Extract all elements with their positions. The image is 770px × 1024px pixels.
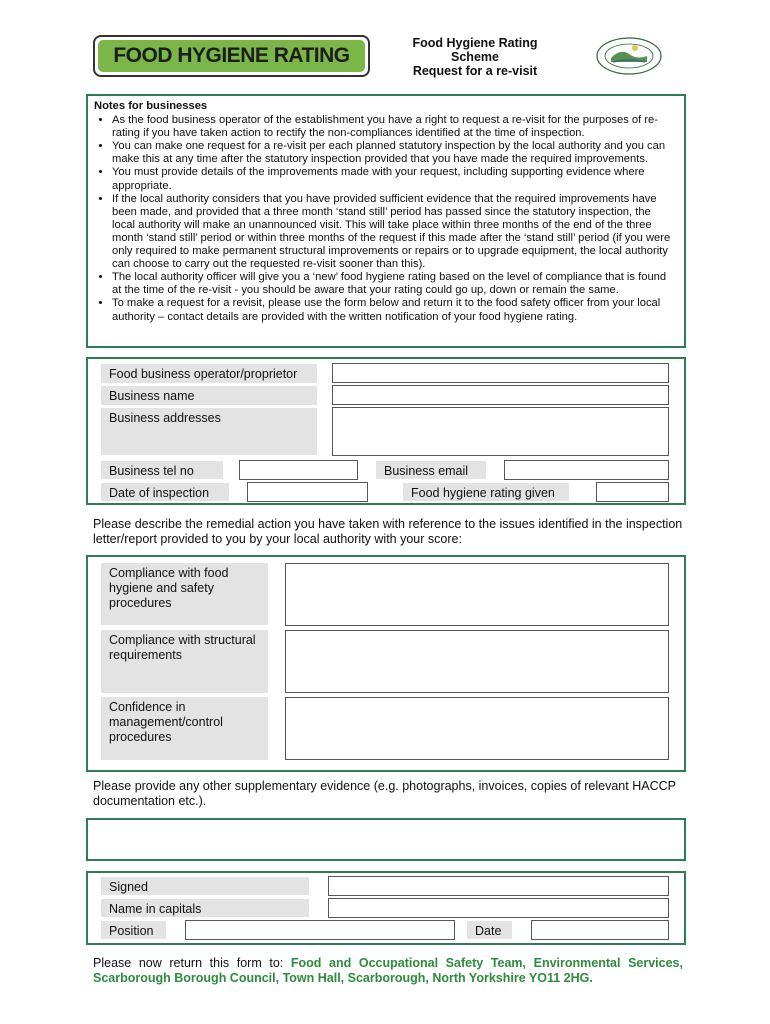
note-item: • To make a request for a revisit, please use the form below and return it to the food safety officer from your local authority – contact details are provided with the written notification of your food hygiene rating. bbox=[112, 297, 676, 323]
tel-field[interactable] bbox=[239, 460, 358, 480]
business-name-field[interactable] bbox=[332, 385, 669, 405]
business-address-label: Business addresses bbox=[101, 408, 317, 455]
note-item: • If the local authority considers that you have provided sufficient evidence that the required improvements have been made, and provided that a three month ‘stand still’ period has passed since the statutory inspection, the local authority will make an unannounced visit. This will take place within three months of the end of the three month ‘stand still’ period or within three months of the request if this made after the ‘stand still’ period (if you were only required to make permanent structural improvements or repairs or to upgrade equipment, the local authority can choose to carry out the requested re-visit sooner than this). bbox=[112, 193, 676, 272]
operator-label: Food business operator/proprietor bbox=[101, 364, 317, 383]
council-seal-icon bbox=[595, 36, 663, 76]
return-address: Food and Occupational Safety Team, Environmental Services, Scarborough Borough Council, Town Hall, Scarborough, North Yorkshire YO11 2HG. bbox=[93, 956, 683, 985]
notes-for-businesses bbox=[86, 94, 686, 348]
note-item: • As the food business operator of the establishment you have a right to request a re-visit for the purposes of re-rating if you have taken action to rectify the non-compliances identified at the time of inspection. bbox=[112, 114, 676, 140]
title-line-3: Request for a re-visit bbox=[412, 64, 538, 78]
title-line-1: Food Hygiene Rating bbox=[412, 36, 538, 50]
title-line-2: Scheme bbox=[451, 50, 499, 64]
notes-list bbox=[94, 114, 676, 324]
date-label: Date bbox=[467, 921, 512, 939]
date-field[interactable] bbox=[531, 920, 669, 940]
structural-compliance-label: Compliance with structural requirements bbox=[101, 630, 268, 693]
page-title bbox=[400, 36, 550, 78]
note-item: • You can make one request for a re-visit per each planned statutory inspection by the local authority and you can make this at any time after the statutory inspection provided that you have made the required improvements. bbox=[112, 140, 676, 166]
food-safety-compliance-field[interactable] bbox=[285, 563, 669, 626]
position-field[interactable] bbox=[185, 920, 455, 940]
operator-field[interactable] bbox=[332, 363, 669, 383]
position-label: Position bbox=[101, 921, 166, 939]
name-capitals-field[interactable] bbox=[328, 898, 669, 918]
food-safety-compliance-label: Compliance with food hygiene and safety procedures bbox=[101, 563, 268, 625]
food-hygiene-rating-logo bbox=[93, 35, 370, 77]
evidence-field[interactable] bbox=[86, 818, 686, 861]
note-item: • You must provide details of the improvements made with your request, including supporting evidence where appropriate. bbox=[112, 166, 676, 192]
email-label: Business email bbox=[376, 461, 486, 479]
management-confidence-field[interactable] bbox=[285, 697, 669, 760]
return-prefix: Please now return this form to: bbox=[93, 956, 284, 970]
tel-label: Business tel no bbox=[101, 461, 223, 479]
inspection-date-field[interactable] bbox=[247, 482, 368, 502]
rating-given-label: Food hygiene rating given bbox=[403, 483, 569, 501]
business-address-field[interactable] bbox=[332, 407, 669, 456]
logo-text: FOOD HYGIENE RATING bbox=[98, 40, 365, 72]
structural-compliance-field[interactable] bbox=[285, 630, 669, 693]
note-item: • The local authority officer will give you a ‘new’ food hygiene rating based on the level of compliance that is found at the time of the re-visit - you should be aware that your rating could go up, down or remain the same. bbox=[112, 271, 676, 297]
business-name-label: Business name bbox=[101, 386, 317, 405]
name-capitals-label: Name in capitals bbox=[101, 899, 309, 917]
email-field[interactable] bbox=[504, 460, 669, 480]
management-confidence-label: Confidence in management/control procedures bbox=[101, 697, 268, 760]
evidence-intro: Please provide any other supplementary evidence (e.g. photographs, invoices, copies of relevant HACCP documentation etc.). bbox=[93, 779, 676, 808]
rating-given-field[interactable] bbox=[596, 482, 669, 502]
return-instructions bbox=[93, 956, 683, 986]
inspection-date-label: Date of inspection bbox=[101, 483, 229, 501]
remedial-intro: Please describe the remedial action you have taken with reference to the issues identified in the inspection letter/report provided to you by your local authority with your score: bbox=[93, 517, 683, 546]
notes-heading: Notes for businesses bbox=[94, 100, 208, 112]
signed-label: Signed bbox=[101, 877, 309, 895]
signature-field[interactable] bbox=[328, 876, 669, 896]
